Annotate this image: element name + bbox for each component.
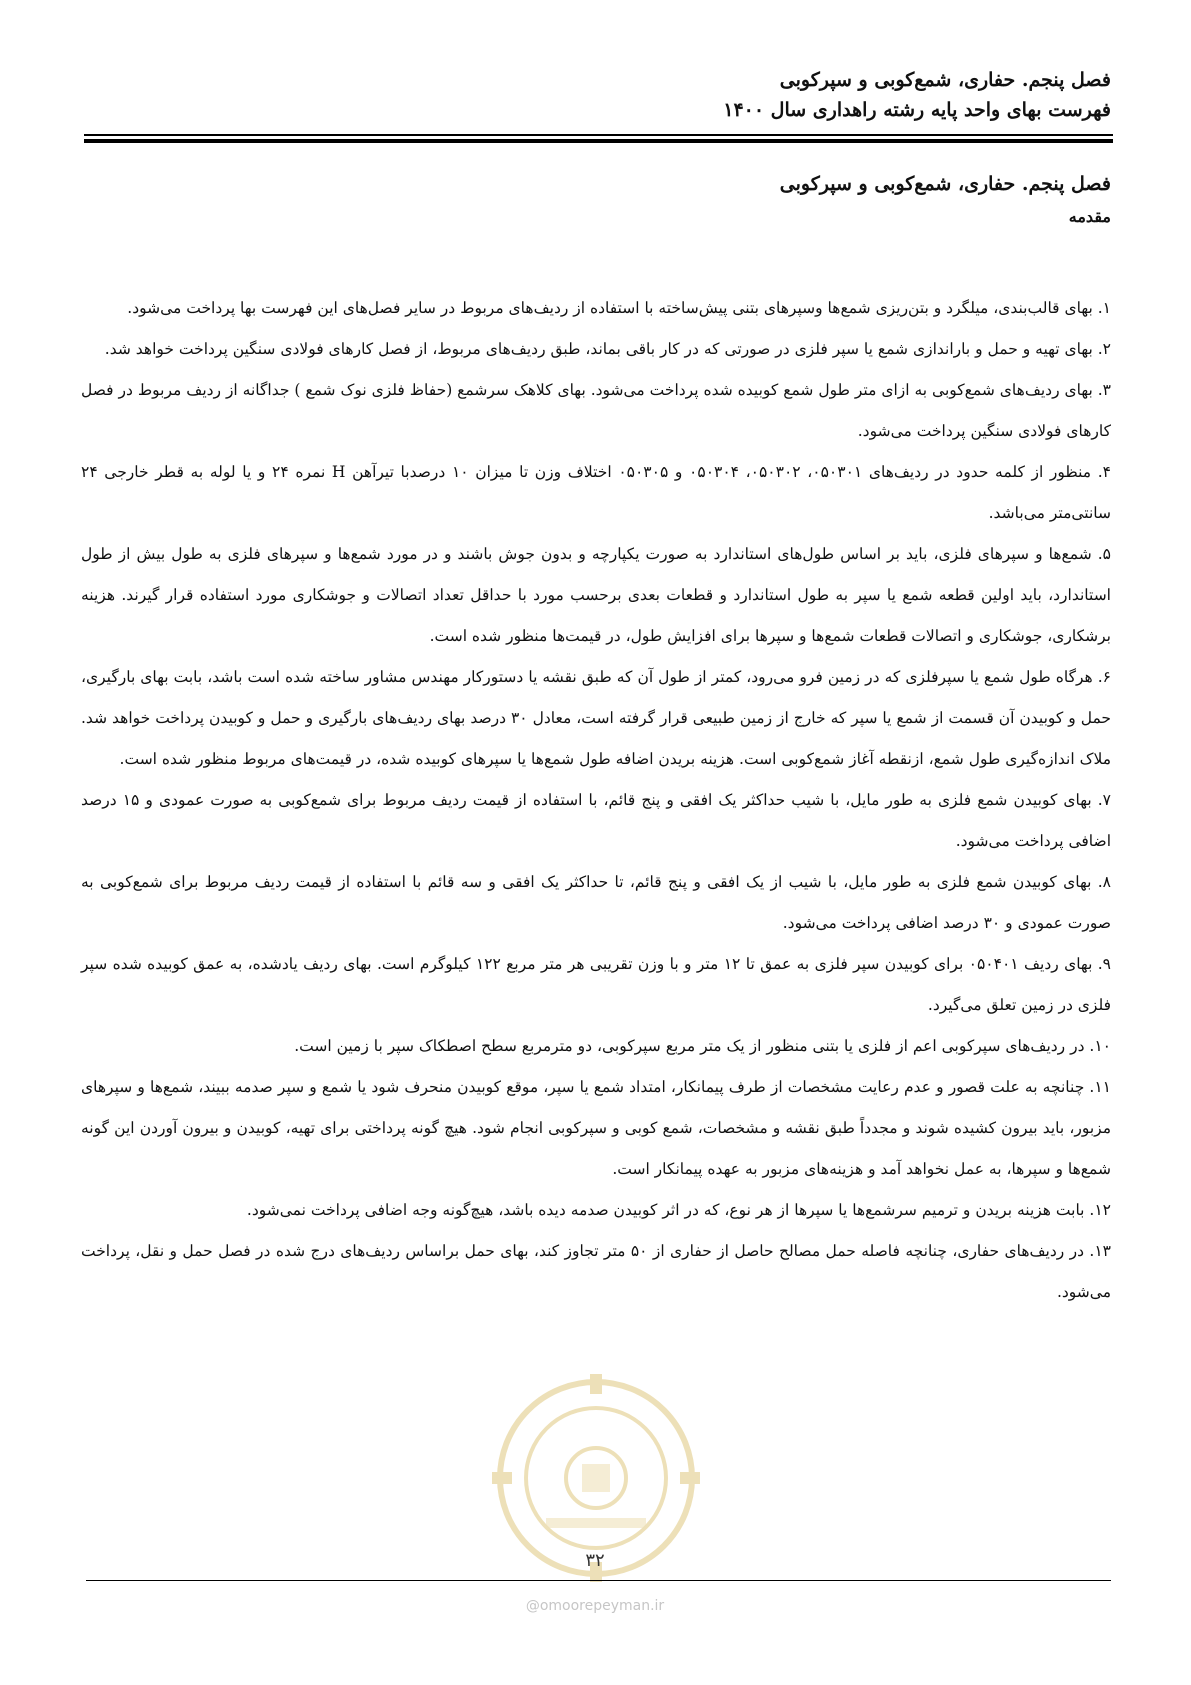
intro-heading: مقدمه <box>1068 207 1111 226</box>
running-header-subtitle: فهرست بهای واحد پایه رشته راهداری سال ۱۴۰۰ <box>723 99 1111 121</box>
footer-rule <box>86 1580 1111 1581</box>
header-rule-thin <box>84 134 1113 136</box>
running-header-title: فصل پنجم. حفاری، شمع‌کوبی و سپرکوبی <box>779 69 1111 91</box>
paragraph-4: ۴. منظور از کلمه حدود در ردیف‌های ۰۵۰۳۰۱، ۰۵۰۳۰۲، ۰۵۰۳۰۴ و ۰۵۰۳۰۵ اختلاف وزن تا میزان ۱۰ درصدبا تیرآهن H نمره ۲۴ و یا لوله به قطر خارجی ۲۴ سانتی‌متر می‌باشد. <box>81 463 1111 522</box>
chapter-title: فصل پنجم. حفاری، شمع‌کوبی و سپرکوبی <box>779 173 1111 195</box>
paragraph-1: ۱. بهای قالب‌بندی، میلگرد و بتن‌ریزی شمع‌ها وسپرهای بتنی پیش‌ساخته با استفاده از ردیف‌های مربوط در سایر فصل‌های این فهرست بها پرداخت می‌شود. <box>127 299 1111 317</box>
paragraph-12: ۱۲. بابت هزینه بریدن و ترمیم سرشمع‌ها یا سپرها از هر نوع، که در اثر کوبیدن صدمه دیده باشد، هیچ‌گونه وجه اضافی پرداخت نمی‌شود. <box>246 1201 1111 1219</box>
page-number: ۳۲ <box>585 1550 605 1571</box>
body-text <box>81 288 1111 1313</box>
paragraph-5: ۵. شمع‌ها و سپرهای فلزی، باید بر اساس طول‌های استاندارد به صورت یکپارچه و بدون جوش باشند و در مورد شمع‌ها و سپرهای فلزی به طول بیش از طول استاندارد، باید اولین قطعه شمع یا سپر به طول استاندارد و قطعات بعدی برحسب مورد با حداقل تعداد اتصالات و جوشکاری مورد استفاده قرار گیرند. هزینه برشکاری، جوشکاری و اتصالات قطعات شمع‌ها و سپرها برای افزایش طول، در قیمت‌ها منظور شده است. <box>81 545 1111 645</box>
paragraph-8: ۸. بهای کوبیدن شمع فلزی به طور مایل، با شیب از یک افقی و پنج قائم، تا حداکثر یک افقی و سه قائم با استفاده از قیمت ردیف مربوط برای شمع‌کوبی به صورت عمودی و ۳۰ درصد اضافی پرداخت می‌شود. <box>81 873 1111 932</box>
watermark-url: @omoorepeyman.ir <box>525 1598 665 1614</box>
paragraph-10: ۱۰. در ردیف‌های سپرکوبی اعم از فلزی یا بتنی منظور از یک متر مربع سپرکوبی، دو مترمربع سطح اصطکاک سپر با زمین است. <box>294 1037 1111 1055</box>
paragraph-6: ۶. هرگاه طول شمع یا سپرفلزی که در زمین فرو می‌رود، کمتر از طول آن که طبق نقشه یا دستورکار مهندس مشاور ساخته شده است باشد، بابت بهای بارگیری، حمل و کوبیدن آن قسمت از شمع یا سپر که خارج از زمین طبیعی قرار گرفته است، معادل ۳۰ درصد بهای ردیف‌های بارگیری و حمل و کوبیدن پرداخت خواهد شد. ملاک اندازه‌گیری طول شمع، ازنقطه آغاز شمع‌کوبی است. هزینه بریدن اضافه طول شمع‌ها یا سپرهای کوبیده شده، در قیمت‌های مربوط منظور شده است. <box>81 668 1111 768</box>
header-rule-thick <box>84 139 1113 143</box>
paragraph-2: ۲. بهای تهیه و حمل و باراندازی شمع یا سپر فلزی در صورتی که در کار باقی بماند، طبق ردیف‌های مربوط، از فصل کارهای فولادی سنگین پرداخت خواهد شد. <box>104 340 1111 358</box>
paragraph-3: ۳. بهای ردیف‌های شمع‌کوبی به ازای متر طول شمع کوبیده شده پرداخت می‌شود. بهای کلاهک سرشمع (حفاظ فلزی نوک شمع ) جداگانه از ردیف مربوط در فصل کارهای فولادی سنگین پرداخت می‌شود. <box>81 381 1111 440</box>
paragraph-7: ۷. بهای کوبیدن شمع فلزی به طور مایل، با شیب حداکثر یک افقی و پنج قائم، با استفاده از قیمت ردیف مربوط برای شمع‌کوبی به صورت عمودی و ۱۵ درصد اضافی پرداخت می‌شود. <box>81 791 1111 850</box>
paragraph-11: ۱۱. چنانچه به علت قصور و عدم رعایت مشخصات از طرف پیمانکار، امتداد شمع یا سپر، موقع کوبیدن منحرف شود یا شمع و سپر صدمه ببیند، شمع‌ها و سپرهای مزبور، باید بیرون کشیده شوند و مجدداً طبق نقشه و مشخصات، شمع کوبی و سپرکوبی انجام شود. هیچ گونه پرداختی برای تهیه، کوبیدن و بیرون آوردن این گونه شمع‌ها و سپرها، به عمل نخواهد آمد و هزینه‌های مزبور به عهده پیمانکار است. <box>81 1078 1111 1178</box>
paragraph-9: ۹. بهای ردیف ۰۵۰۴۰۱ برای کوبیدن سپر فلزی به عمق تا ۱۲ متر و با وزن تقریبی هر متر مربع ۱۲۲ کیلوگرم است. بهای ردیف یادشده، به عمق کوبیده شده سپر فلزی در زمین تعلق می‌گیرد. <box>81 955 1111 1014</box>
paragraph-13: ۱۳. در ردیف‌های حفاری، چنانچه فاصله حمل مصالح حاصل از حفاری از ۵۰ متر تجاوز کند، بهای حمل براساس ردیف‌های درج شده در فصل حمل و نقل، پرداخت می‌شود. <box>81 1242 1111 1301</box>
